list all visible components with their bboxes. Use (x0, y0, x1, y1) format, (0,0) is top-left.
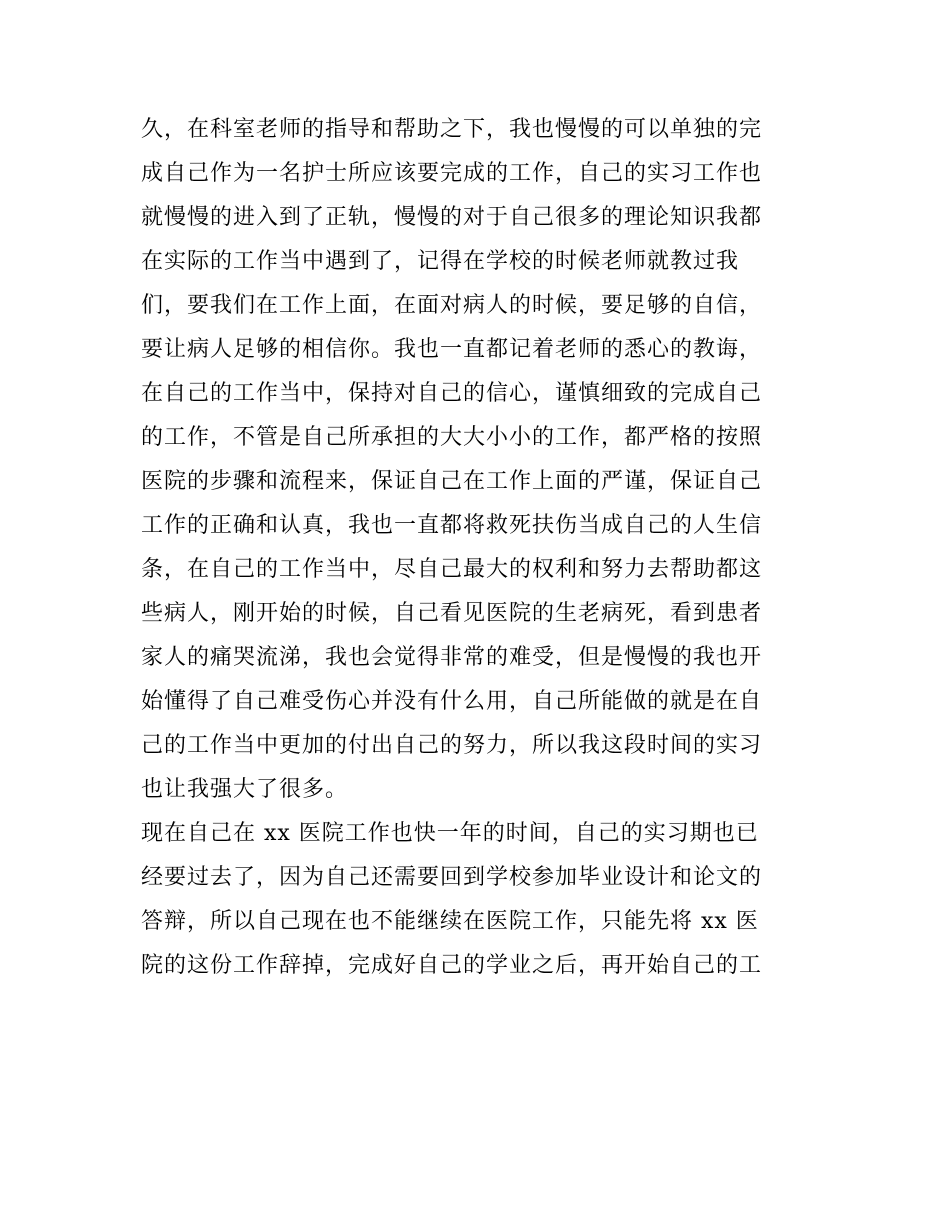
text-line: 们，要我们在工作上面，在面对病人的时候，要足够的自信， (141, 293, 763, 318)
text-line: 己的工作当中更加的付出自己的努力，所以我这段时间的实习 (141, 733, 763, 758)
text-line: 始懂得了自己难受伤心并没有什么用，自己所能做的就是在自 (141, 689, 763, 714)
text-line: 在自己的工作当中，保持对自己的信心，谨慎细致的完成自己 (141, 381, 763, 406)
text-line: 要让病人足够的相信你。我也一直都记着老师的悉心的教诲， (141, 337, 763, 362)
text-line: 就慢慢的进入到了正轨，慢慢的对于自己很多的理论知识我都 (141, 205, 763, 230)
text-line: 久，在科室老师的指导和帮助之下，我也慢慢的可以单独的完 (141, 117, 763, 142)
body-text (141, 108, 811, 988)
text-line: 些病人，刚开始的时候，自己看见医院的生老病死，看到患者 (141, 601, 763, 626)
text-line: 医院的步骤和流程来，保证自己在工作上面的严谨，保证自己 (141, 469, 763, 494)
text-line: 现在自己在 xx 医院工作也快一年的时间，自己的实习期也已 (141, 821, 759, 846)
text-line: 经要过去了，因为自己还需要回到学校参加毕业设计和论文的 (141, 865, 763, 890)
text-line: 也让我强大了很多。 (141, 777, 349, 802)
text-line: 工作的正确和认真，我也一直都将救死扶伤当成自己的人生信 (141, 513, 763, 538)
text-line: 成自己作为一名护士所应该要完成的工作，自己的实习工作也 (141, 161, 763, 186)
text-line: 家人的痛哭流涕，我也会觉得非常的难受，但是慢慢的我也开 (141, 645, 763, 670)
text-line: 的工作，不管是自己所承担的大大小小的工作，都严格的按照 (141, 425, 763, 450)
text-line: 条，在自己的工作当中，尽自己最大的权利和努力去帮助都这 (141, 557, 763, 582)
text-line: 在实际的工作当中遇到了，记得在学校的时候老师就教过我 (141, 249, 740, 274)
text-line: 院的这份工作辞掉，完成好自己的学业之后，再开始自己的工 (141, 953, 763, 978)
text-line: 答辩，所以自己现在也不能继续在医院工作，只能先将 xx 医 (141, 909, 759, 934)
